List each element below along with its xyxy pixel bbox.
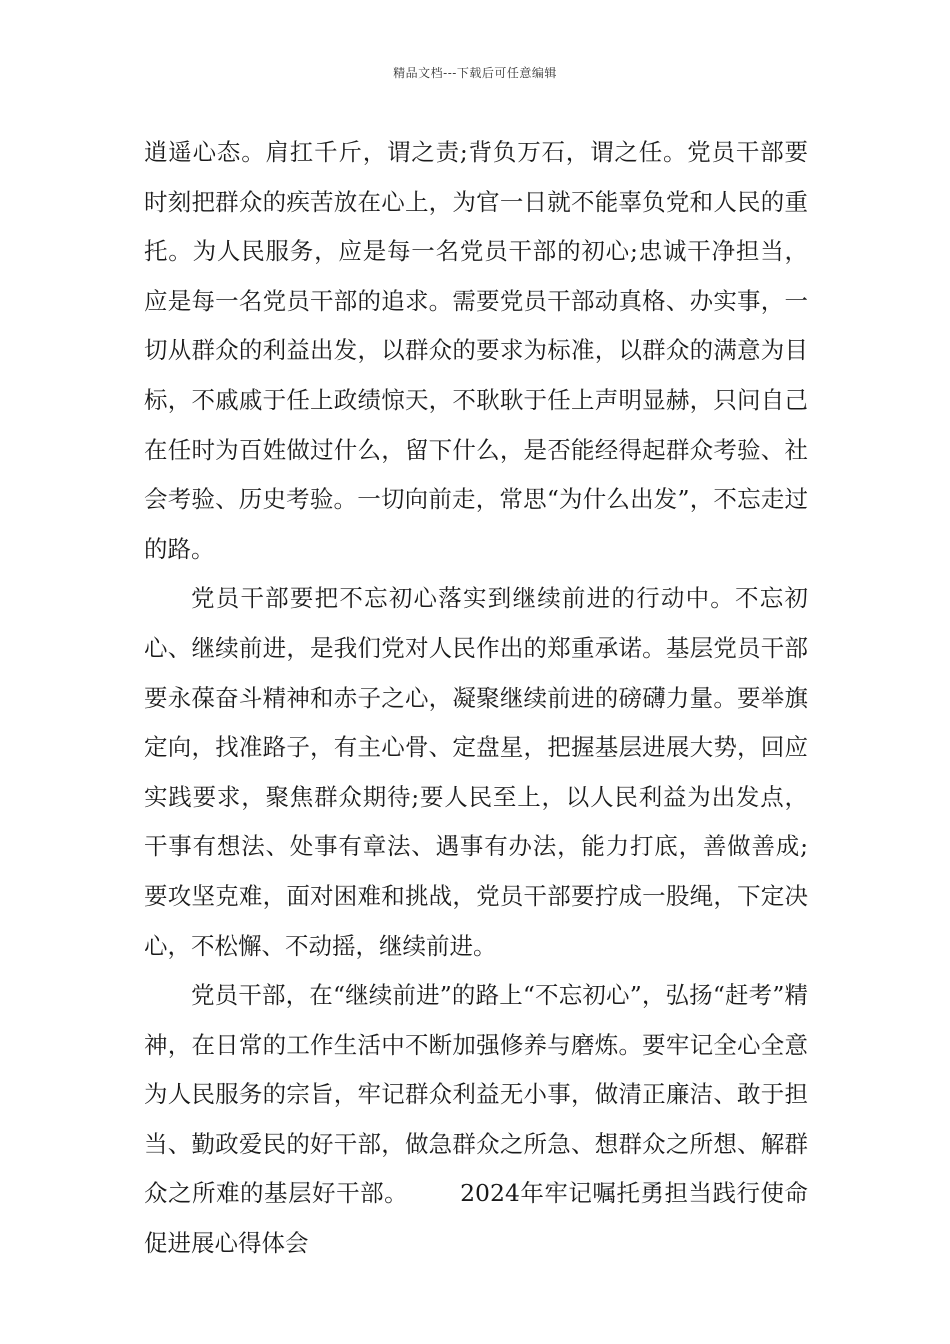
paragraph-2: 党员干部要把不忘初心落实到继续前进的行动中。不忘初心、继续前进，是我们党对人民作出的郑重承诺。基层党员干部要永葆奋斗精神和赤子之心，凝聚继续前进的磅礴力量。要举旗定向，找准路子，有主心骨、定盘星，把握基层进展大势，回应实践要求，聚焦群众期待;要人民至上，以人民利益为出发点，干事有想法、处事有章法、遇事有办法，能力打底，善做善成;要攻坚克难，面对困难和挑战，党员干部要拧成一股绳，下定决心，不松懈、不动摇，继续前进。 [144, 584, 808, 960]
next-article-title: 2024年牢记嘱托勇担当践行使命促进展心得体会 [144, 1179, 808, 1258]
page-header: 精品文档---下载后可任意编辑 [393, 66, 557, 80]
paragraph-3 [144, 971, 808, 1269]
paragraph-1: 逍遥心态。肩扛千斤，谓之责;背负万石，谓之任。党员干部要时刻把群众的疾苦放在心上，为官一日就不能辜负党和人民的重托。为人民服务，应是每一名党员干部的初心;忠诚干净担当，应是每一名党员干部的追求。需要党员干部动真格、办实事，一切从群众的利益出发，以群众的要求为标准，以群众的满意为目标，不戚戚于任上政绩惊天，不耿耿于任上声明显赫，只问自己在任时为百姓做过什么，留下什么，是否能经得起群众考验、社会考验、历史考验。一切向前走，常思“为什么出发”，不忘走过的路。 [144, 138, 808, 563]
document-body [144, 128, 808, 1269]
paragraph-3-text: 党员干部，在“继续前进”的路上“不忘初心”，弘扬“赶考”精神，在日常的工作生活中不断加强修养与磨炼。要牢记全心全意为人民服务的宗旨，牢记群众利益无小事，做清正廉洁、敢于担当、勤政爱民的好干部，做急群众之所急、想群众之所想、解群众之所难的基层好干部。 [144, 981, 808, 1208]
